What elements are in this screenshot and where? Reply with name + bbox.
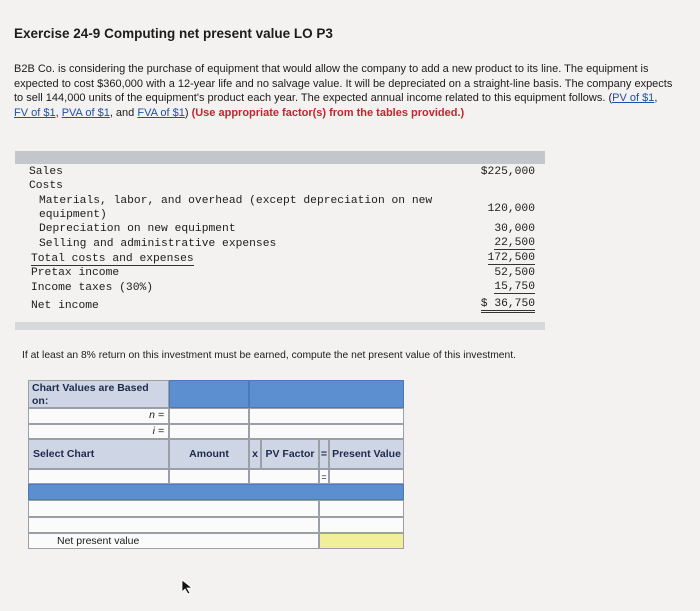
net-income-value: $ 36,750 [481, 298, 535, 313]
times-symbol: x [249, 439, 261, 469]
selling-value: 22,500 [494, 237, 535, 249]
blank-row-1-value[interactable] [319, 500, 404, 517]
separator-row [28, 484, 404, 500]
i-blank [249, 424, 404, 439]
amount-header: Amount [169, 439, 249, 469]
npv-label: Net present value [28, 533, 319, 549]
income-statement [15, 164, 545, 324]
blank-row-1[interactable] [28, 500, 319, 517]
problem-text: B2B Co. is considering the purchase of equipment that would allow the company to add a new product to its line. The equipment is expected to cost $360,000 with a 12-year life and no salvage value. It will be depreciated on a straight-line basis. The company expects to sell 144,000 units of the equipment's product each year. The expected annual income related to this equipment follows. (PV of $1, FV of $1, PVA of $1, and FVA of $1) (Use appropriate factor(s) from the tables provided.) [14, 63, 673, 119]
pretax-label: Pretax income [31, 267, 120, 279]
sales-label: Sales [29, 166, 63, 178]
depreciation-value: 30,000 [494, 223, 535, 235]
instruction-text: (Use appropriate factor(s) from the tables provided.) [191, 106, 465, 119]
pretax-value: 52,500 [494, 267, 535, 279]
equals-symbol: = [319, 439, 329, 469]
equals-symbol-row: = [319, 469, 329, 484]
selling-label: Selling and administrative expenses [39, 238, 277, 250]
pv-factor-input[interactable] [249, 469, 319, 484]
links-open: ( [608, 92, 613, 104]
header-blank-2 [249, 380, 404, 408]
amount-input[interactable] [169, 469, 249, 484]
i-input[interactable] [169, 424, 249, 439]
fv-of-1-link[interactable]: FV of $1 [14, 106, 56, 119]
blank-row-2-value[interactable] [319, 517, 404, 533]
n-blank [249, 408, 404, 424]
chart-based-on-label: Chart Values are Based on: [28, 380, 169, 408]
pv-of-1-link[interactable]: PV of $1 [612, 92, 655, 104]
net-income-label: Net income [31, 300, 99, 312]
materials-label: Materials, labor, and overhead (except depreciation on new [39, 195, 433, 207]
question-text: If at least an 8% return on this investment must be earned, compute the net present value of this investment. [22, 350, 516, 361]
materials-label-cont: equipment) [39, 209, 107, 221]
select-chart-label: Select Chart [28, 439, 169, 469]
sales-value: $225,000 [480, 166, 535, 178]
blank-row-2[interactable] [28, 517, 319, 533]
total-costs-label: Total costs and expenses [31, 253, 194, 265]
fva-of-1-link[interactable]: FVA of $1 [137, 106, 185, 119]
present-value-input[interactable] [329, 469, 404, 484]
depreciation-label: Depreciation on new equipment [39, 223, 236, 235]
n-input[interactable] [169, 408, 249, 424]
links-close: ) [184, 106, 189, 119]
exercise-title: Exercise 24-9 Computing net present value LO P3 [14, 26, 333, 41]
tax-value: 15,750 [494, 281, 535, 293]
statement-footer-bar [15, 322, 545, 330]
cursor-arrow-icon [181, 579, 195, 595]
total-costs-value: 172,500 [487, 252, 535, 264]
pv-factor-header: PV Factor [261, 439, 319, 469]
i-label: i = [28, 424, 169, 439]
costs-label: Costs [29, 180, 63, 192]
n-label: n = [28, 408, 169, 424]
present-value-header: Present Value [329, 439, 404, 469]
chart-select-input[interactable] [28, 469, 169, 484]
materials-value: 120,000 [487, 203, 535, 215]
pva-of-1-link[interactable]: PVA of $1 [61, 106, 110, 119]
tax-label: Income taxes (30%) [31, 282, 154, 294]
statement-header-bar [15, 151, 545, 164]
header-blank-1 [169, 380, 249, 408]
problem-body: B2B Co. is considering the purchase of equipment that would allow the company to add a new product to its line. The equipment is expected to cost $360,000 with a 12-year life and no salvage value. It will be depreciated on a straight-line basis. The company expects to sell 144,000 units of the equipment's product each year. The expected annual income related to this equipment follows. [14, 63, 673, 104]
npv-input[interactable] [319, 533, 404, 549]
